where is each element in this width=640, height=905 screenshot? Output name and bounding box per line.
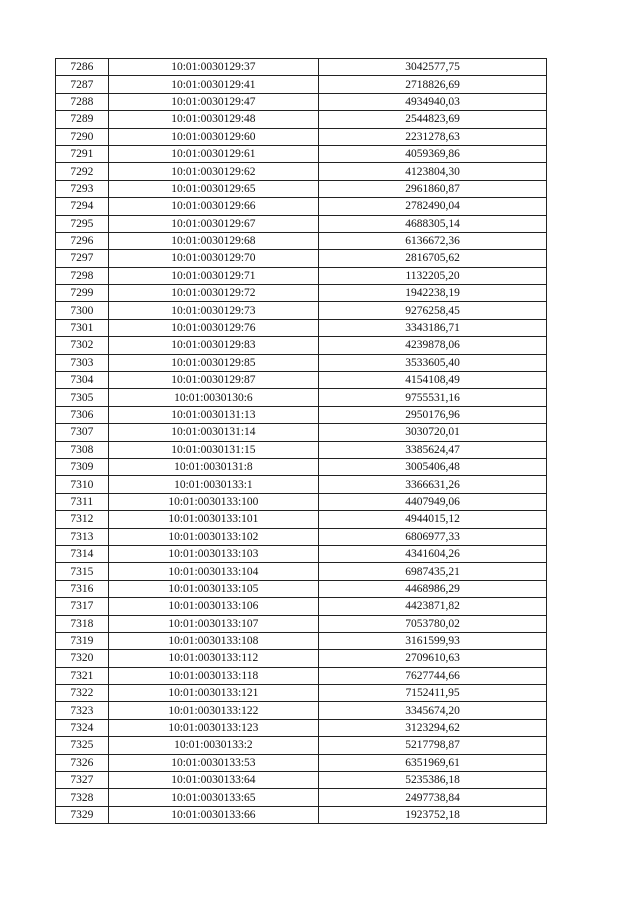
cadastral-number-cell: 10:01:0030133:105 [108,580,319,597]
cadastral-number-cell: 10:01:0030129:68 [108,232,319,249]
cadastral-number-cell: 10:01:0030129:83 [108,337,319,354]
table-row [56,632,547,649]
row-number-cell: 7297 [56,250,109,267]
row-number-cell: 7324 [56,719,109,736]
cadastral-value-cell: 1942238,19 [319,285,547,302]
cadastral-number-cell: 10:01:0030129:85 [108,354,319,371]
cadastral-value-cell: 6806977,33 [319,528,547,545]
row-number-cell: 7326 [56,754,109,771]
cadastral-number-cell: 10:01:0030133:104 [108,563,319,580]
cadastral-value-cell: 2231278,63 [319,128,547,145]
table-row [56,302,547,319]
table-row [56,319,547,336]
table-row [56,719,547,736]
row-number-cell: 7313 [56,528,109,545]
row-number-cell: 7322 [56,685,109,702]
row-number-cell: 7287 [56,76,109,93]
row-number-cell: 7291 [56,145,109,162]
table-row [56,145,547,162]
table-row [56,511,547,528]
row-number-cell: 7328 [56,789,109,806]
row-number-cell: 7304 [56,372,109,389]
cadastral-number-cell: 10:01:0030133:121 [108,685,319,702]
cadastral-number-cell: 10:01:0030133:103 [108,545,319,562]
table-row [56,285,547,302]
cadastral-value-cell: 6987435,21 [319,563,547,580]
table-row [56,372,547,389]
row-number-cell: 7288 [56,93,109,110]
cadastral-value-cell: 4239878,06 [319,337,547,354]
table-row [56,424,547,441]
cadastral-value-cell: 3123294,62 [319,719,547,736]
row-number-cell: 7286 [56,59,109,76]
row-number-cell: 7302 [56,337,109,354]
table-row [56,667,547,684]
cadastral-value-cell: 3533605,40 [319,354,547,371]
row-number-cell: 7290 [56,128,109,145]
table-row [56,737,547,754]
table-row [56,789,547,806]
cadastral-number-cell: 10:01:0030133:123 [108,719,319,736]
table-row [56,111,547,128]
row-number-cell: 7306 [56,406,109,423]
table-row [56,493,547,510]
row-number-cell: 7289 [56,111,109,128]
cadastral-number-cell: 10:01:0030129:47 [108,93,319,110]
table-row [56,563,547,580]
row-number-cell: 7319 [56,632,109,649]
table-row [56,389,547,406]
cadastral-value-cell: 3343186,71 [319,319,547,336]
cadastral-number-cell: 10:01:0030129:71 [108,267,319,284]
table-row [56,59,547,76]
table-row [56,615,547,632]
row-number-cell: 7293 [56,180,109,197]
row-number-cell: 7318 [56,615,109,632]
cadastral-value-cell: 2950176,96 [319,406,547,423]
cadastral-number-cell: 10:01:0030133:2 [108,737,319,754]
cadastral-number-cell: 10:01:0030133:100 [108,493,319,510]
row-number-cell: 7303 [56,354,109,371]
table-row [56,598,547,615]
cadastral-value-cell: 4407949,06 [319,493,547,510]
cadastral-number-cell: 10:01:0030129:65 [108,180,319,197]
row-number-cell: 7292 [56,163,109,180]
row-number-cell: 7307 [56,424,109,441]
cadastral-value-cell: 3366631,26 [319,476,547,493]
row-number-cell: 7295 [56,215,109,232]
cadastral-number-cell: 10:01:0030129:48 [108,111,319,128]
cadastral-value-cell: 5217798,87 [319,737,547,754]
cadastral-number-cell: 10:01:0030129:62 [108,163,319,180]
cadastral-value-cell: 3005406,48 [319,458,547,475]
cadastral-value-cell: 4123804,30 [319,163,547,180]
cadastral-value-cell: 3161599,93 [319,632,547,649]
row-number-cell: 7300 [56,302,109,319]
row-number-cell: 7296 [56,232,109,249]
cadastral-number-cell: 10:01:0030133:101 [108,511,319,528]
cadastral-value-cell: 6136672,36 [319,232,547,249]
row-number-cell: 7298 [56,267,109,284]
row-number-cell: 7323 [56,702,109,719]
row-number-cell: 7301 [56,319,109,336]
cadastral-value-cell: 7627744,66 [319,667,547,684]
cadastral-number-cell: 10:01:0030133:65 [108,789,319,806]
cadastral-number-cell: 10:01:0030133:53 [108,754,319,771]
table-row [56,754,547,771]
cadastral-value-cell: 5235386,18 [319,772,547,789]
cadastral-number-cell: 10:01:0030133:64 [108,772,319,789]
cadastral-value-cell: 2961860,87 [319,180,547,197]
cadastral-value-cell: 2782490,04 [319,198,547,215]
table-row [56,163,547,180]
cadastral-number-cell: 10:01:0030133:107 [108,615,319,632]
table-row [56,267,547,284]
cadastral-value-cell: 3385624,47 [319,441,547,458]
row-number-cell: 7314 [56,545,109,562]
cadastral-number-cell: 10:01:0030129:37 [108,59,319,76]
cadastral-value-cell: 9276258,45 [319,302,547,319]
cadastral-value-cell: 3042577,75 [319,59,547,76]
row-number-cell: 7315 [56,563,109,580]
row-number-cell: 7329 [56,806,109,823]
table-row [56,545,547,562]
row-number-cell: 7294 [56,198,109,215]
cadastral-number-cell: 10:01:0030130:6 [108,389,319,406]
table-row [56,772,547,789]
row-number-cell: 7316 [56,580,109,597]
table-row [56,232,547,249]
cadastral-number-cell: 10:01:0030129:70 [108,250,319,267]
cadastral-number-cell: 10:01:0030133:1 [108,476,319,493]
table-row [56,441,547,458]
table-row [56,458,547,475]
cadastral-number-cell: 10:01:0030131:15 [108,441,319,458]
table-body [56,59,547,824]
cadastral-number-cell: 10:01:0030129:61 [108,145,319,162]
cadastral-number-cell: 10:01:0030133:108 [108,632,319,649]
row-number-cell: 7312 [56,511,109,528]
table-row [56,650,547,667]
table-row [56,406,547,423]
table-row [56,528,547,545]
cadastral-value-cell: 3345674,20 [319,702,547,719]
row-number-cell: 7308 [56,441,109,458]
cadastral-value-cell: 4688305,14 [319,215,547,232]
cadastral-value-cell: 4423871,82 [319,598,547,615]
cadastral-value-cell: 1923752,18 [319,806,547,823]
table-row [56,180,547,197]
table-row [56,215,547,232]
cadastral-value-cell: 4944015,12 [319,511,547,528]
cadastral-number-cell: 10:01:0030133:106 [108,598,319,615]
table-row [56,93,547,110]
cadastral-value-cell: 2497738,84 [319,789,547,806]
cadastral-value-cell: 4934940,03 [319,93,547,110]
table-row [56,806,547,823]
cadastral-value-cell: 7053780,02 [319,615,547,632]
cadastral-number-cell: 10:01:0030129:67 [108,215,319,232]
cadastral-value-cell: 2709610,63 [319,650,547,667]
table-row [56,580,547,597]
cadastral-number-cell: 10:01:0030129:66 [108,198,319,215]
row-number-cell: 7299 [56,285,109,302]
cadastral-number-cell: 10:01:0030133:112 [108,650,319,667]
row-number-cell: 7325 [56,737,109,754]
cadastral-value-cell: 2544823,69 [319,111,547,128]
cadastral-value-cell: 4468986,29 [319,580,547,597]
cadastral-number-cell: 10:01:0030129:41 [108,76,319,93]
table-row [56,702,547,719]
row-number-cell: 7317 [56,598,109,615]
cadastral-number-cell: 10:01:0030129:87 [108,372,319,389]
row-number-cell: 7327 [56,772,109,789]
table-row [56,198,547,215]
row-number-cell: 7305 [56,389,109,406]
table-row [56,354,547,371]
table-row [56,337,547,354]
cadastral-value-cell: 7152411,95 [319,685,547,702]
cadastral-value-table [55,58,547,824]
cadastral-value-cell: 4341604,26 [319,545,547,562]
row-number-cell: 7309 [56,458,109,475]
cadastral-number-cell: 10:01:0030129:76 [108,319,319,336]
cadastral-number-cell: 10:01:0030131:8 [108,458,319,475]
cadastral-number-cell: 10:01:0030129:73 [108,302,319,319]
table-row [56,76,547,93]
table-row [56,250,547,267]
table-row [56,476,547,493]
cadastral-value-cell: 6351969,61 [319,754,547,771]
cadastral-value-cell: 2718826,69 [319,76,547,93]
cadastral-number-cell: 10:01:0030133:102 [108,528,319,545]
cadastral-value-cell: 4059369,86 [319,145,547,162]
cadastral-value-cell: 4154108,49 [319,372,547,389]
cadastral-value-cell: 3030720,01 [319,424,547,441]
table-row [56,128,547,145]
cadastral-number-cell: 10:01:0030133:122 [108,702,319,719]
cadastral-number-cell: 10:01:0030129:60 [108,128,319,145]
cadastral-number-cell: 10:01:0030131:14 [108,424,319,441]
cadastral-number-cell: 10:01:0030133:66 [108,806,319,823]
cadastral-number-cell: 10:01:0030131:13 [108,406,319,423]
row-number-cell: 7311 [56,493,109,510]
cadastral-value-cell: 2816705,62 [319,250,547,267]
cadastral-number-cell: 10:01:0030133:118 [108,667,319,684]
row-number-cell: 7310 [56,476,109,493]
cadastral-number-cell: 10:01:0030129:72 [108,285,319,302]
cadastral-value-cell: 1132205,20 [319,267,547,284]
row-number-cell: 7320 [56,650,109,667]
row-number-cell: 7321 [56,667,109,684]
cadastral-value-cell: 9755531,16 [319,389,547,406]
table-row [56,685,547,702]
